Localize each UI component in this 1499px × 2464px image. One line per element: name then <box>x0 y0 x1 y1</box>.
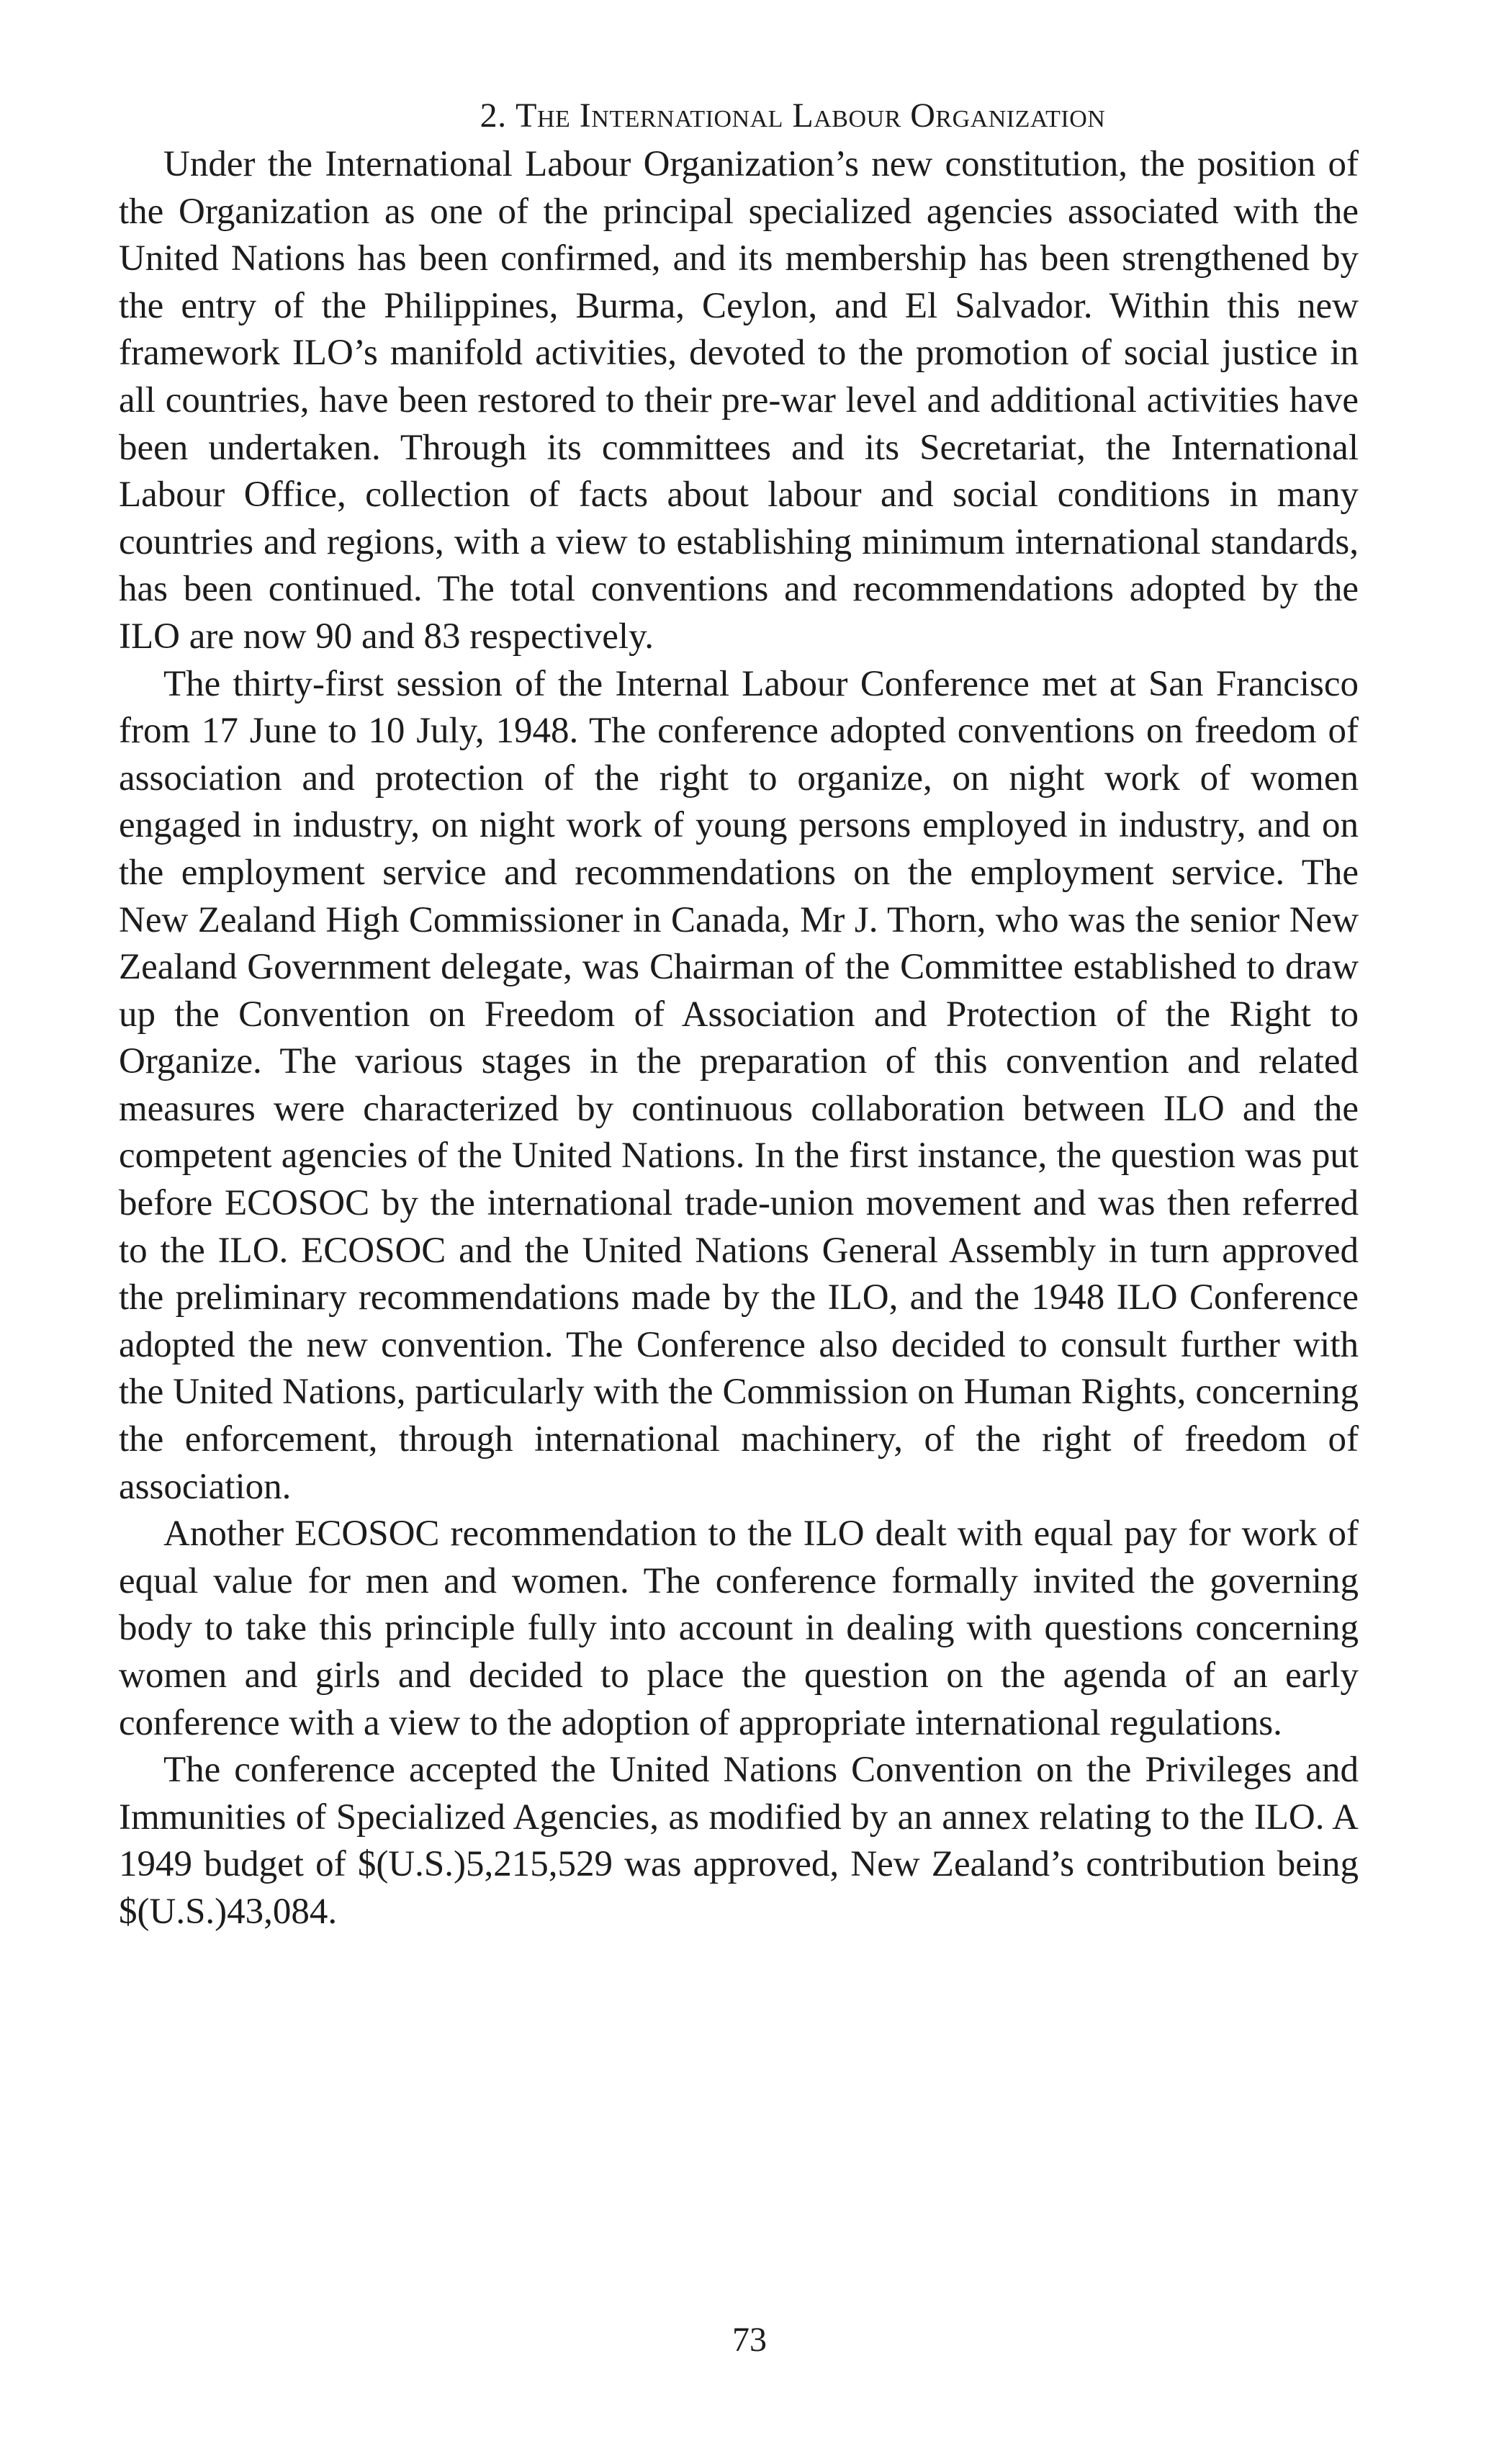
document-page <box>119 92 1359 1936</box>
paragraph-equal-pay: Another ECOSOC recommendation to the ILO dealt with equal pay for work of equal value for men and women. The conference formally invited the governing body to take this principle fully into account in dealing with questions concerning women and girls and decided to place the question on the agenda of an early conference with a view to the adoption of appropriate international regulations. <box>119 1514 1359 1743</box>
page-number: 73 <box>732 2321 767 2359</box>
section-title: The International Labour Organization <box>516 96 1106 135</box>
paragraph-constitution: Under the International Labour Organization’s new constitution, the position of the Organization as one of the principal specialized agencies associated with the United Nations has been confirmed, and its membership has been strengthened by the entry of the Philippines, Burma, Ceylon, and El Salvador. Within this new framework ILO’s manifold activities, devoted to the promotion of social justice in all countries, have been restored to their pre-war level and additional activities have been undertaken. Through its committees and its Secretariat, the International Labour Office, collection of facts about labour and social conditions in many countries and regions, with a view to establishing minimum international standards, has been continued. The total conventions and recommendations adopted by the ILO are now 90 and 83 respectively. <box>119 144 1359 657</box>
paragraph-conference-session: The thirty-first session of the Internal Labour Conference met at San Francisco from 17 June to 10 July, 1948. The conference adopted conventions on freedom of association and protection of the right to organize, on night work of women engaged in industry, on night work of young persons employed in industry, and on the employment service and recommendations on the employment service. The New Zealand High Commissioner in Canada, Mr J. Thorn, who was the senior New Zealand Government delegate, was Chairman of the Committee established to draw up the Convention on Freedom of Association and Protection of the Right to Organize. The various stages in the preparation of this convention and related measures were characterized by continuous collaboration between ILO and the competent agencies of the United Nations. In the first instance, the question was put before ECOSOC by the international trade-union movement and was then referred to the ILO. ECOSOC and the United Nations General Assembly in turn approved the preliminary recommendations made by the ILO, and the 1948 ILO Conference adopted the new convention. The Conference also decided to consult further with the United Nations, particularly with the Commission on Human Rights, concerning the enforcement, through international machinery, of the right of freedom of association. <box>119 663 1359 1507</box>
section-heading <box>119 92 1359 140</box>
section-number: 2. <box>480 96 507 135</box>
paragraph-budget: The conference accepted the United Nations Convention on the Privileges and Immunities of Specialized Agencies, as modified by an annex relating to the ILO. A 1949 budget of $(U.S.)5,215,529 was approved, New Zealand’s contribution being $(U.S.)43,084. <box>119 1750 1359 1932</box>
